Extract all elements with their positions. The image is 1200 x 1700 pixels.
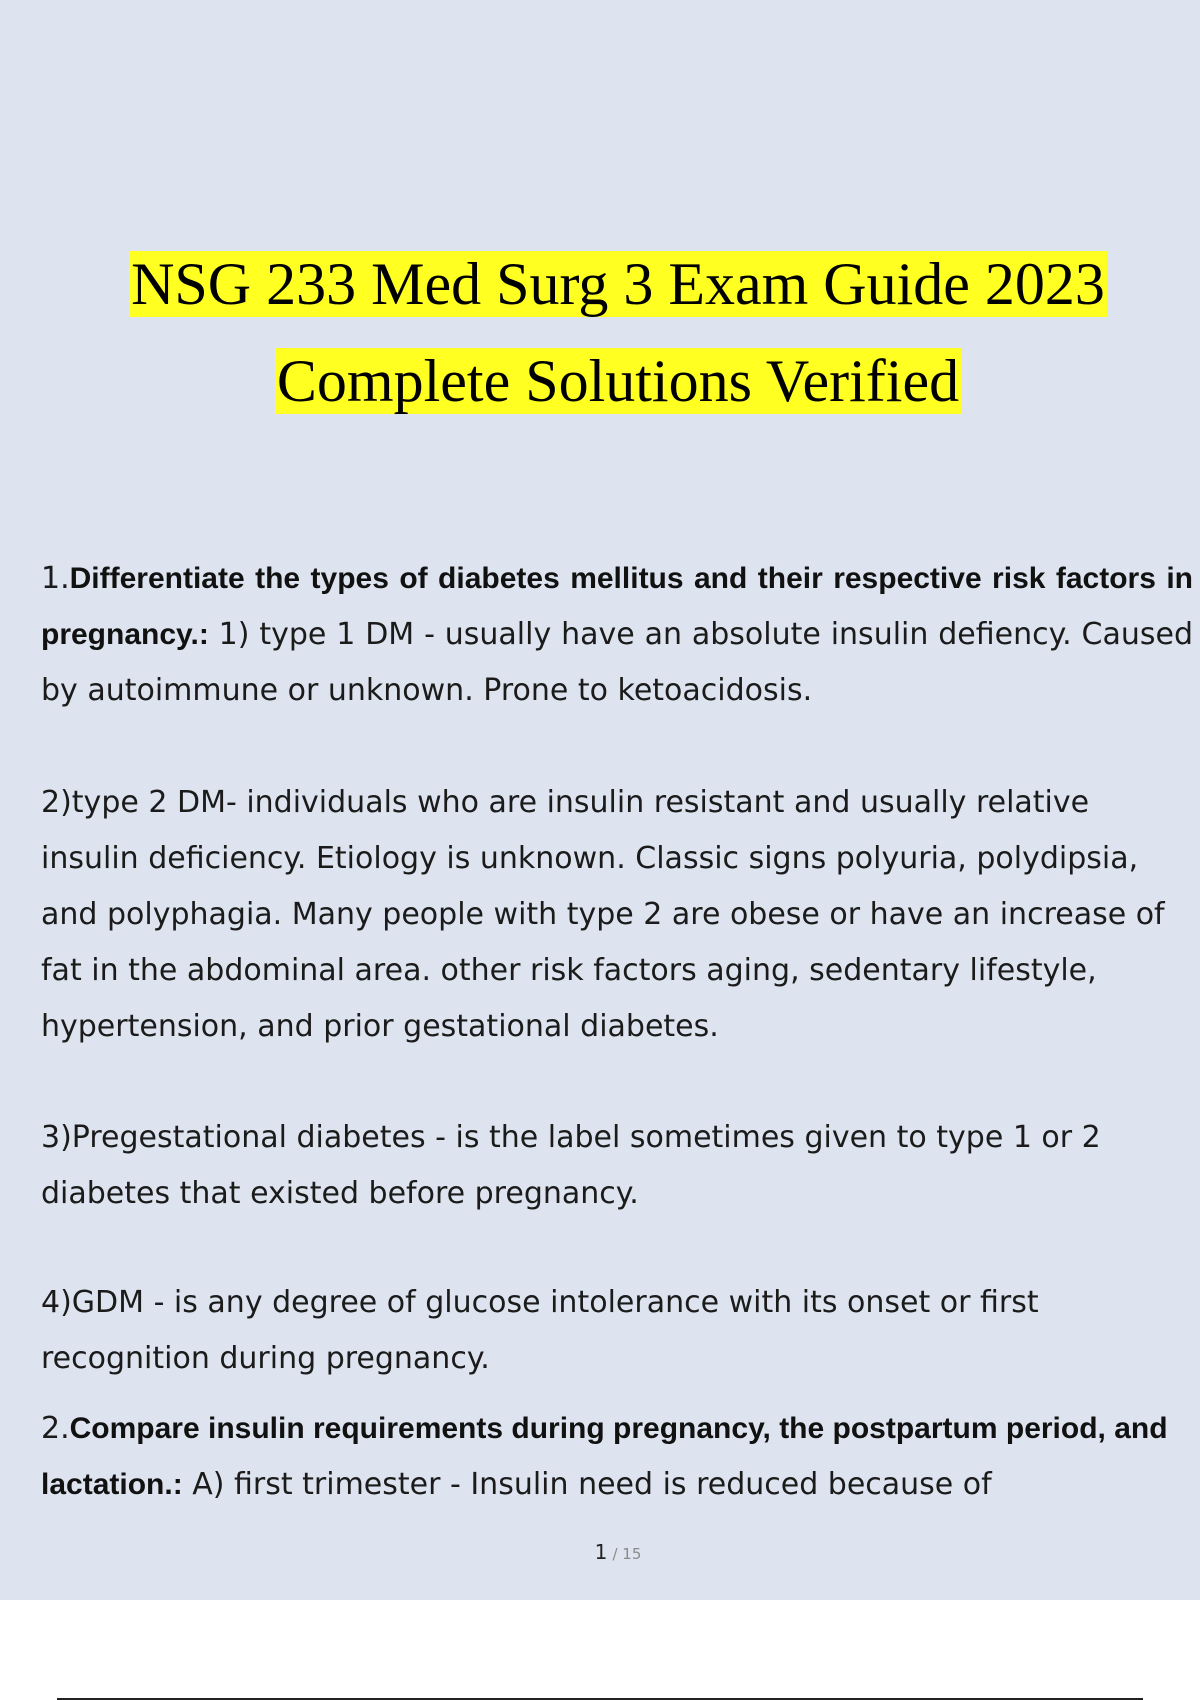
question-2 — [41, 1401, 1193, 1513]
question-1-number: 1. — [41, 561, 70, 596]
question-1-answer-1: 1) type 1 DM - usually have an absolute insulin defiency. Caused by autoimmune or unknown. Prone to ketoacidosis. — [41, 617, 1193, 708]
title-line-2: Complete Solutions Verified — [276, 348, 960, 414]
question-2-answer: A) first trimester - Insulin need is reduced because of — [182, 1467, 992, 1502]
answer-item-2 — [41, 775, 1193, 1055]
answer-item-3 — [41, 1110, 1193, 1222]
question-1-text: Differentiate the types of diabetes mellitus and their respective risk factors in pregnancy.: — [41, 562, 1193, 651]
question-2-text: Compare insulin requirements during pregnancy, the postpartum period, and lactation.: — [41, 1412, 1168, 1501]
answer-item-2-number: 2) — [41, 785, 72, 820]
document-title — [0, 236, 1200, 430]
current-page: 1 — [594, 1540, 608, 1564]
question-2-number: 2. — [41, 1411, 70, 1446]
answer-item-3-number: 3) — [41, 1120, 72, 1155]
answer-item-2-text: type 2 DM- individuals who are insulin resistant and usually relative insulin deficiency. Etiology is unknown. Classic signs polyuria, polydipsia, and polyphagia. Many people with type 2 are obese or have an increase of fat in the abdominal area. other risk factors aging, sedentary lifestyle, hypertension, and prior gestational diabetes. — [41, 785, 1165, 1044]
question-1 — [41, 551, 1193, 719]
page-indicator — [0, 1540, 1200, 1564]
answer-item-4 — [41, 1275, 1193, 1387]
title-line-1: NSG 233 Med Surg 3 Exam Guide 2023 — [131, 251, 1105, 317]
answer-item-4-number: 4) — [41, 1285, 72, 1320]
total-pages: / 15 — [612, 1545, 642, 1563]
answer-item-4-text: GDM - is any degree of glucose intolerance with its onset or first recognition during pregnancy. — [41, 1285, 1039, 1376]
answer-item-3-text: Pregestational diabetes - is the label sometimes given to type 1 or 2 diabetes that existed before pregnancy. — [41, 1120, 1101, 1211]
